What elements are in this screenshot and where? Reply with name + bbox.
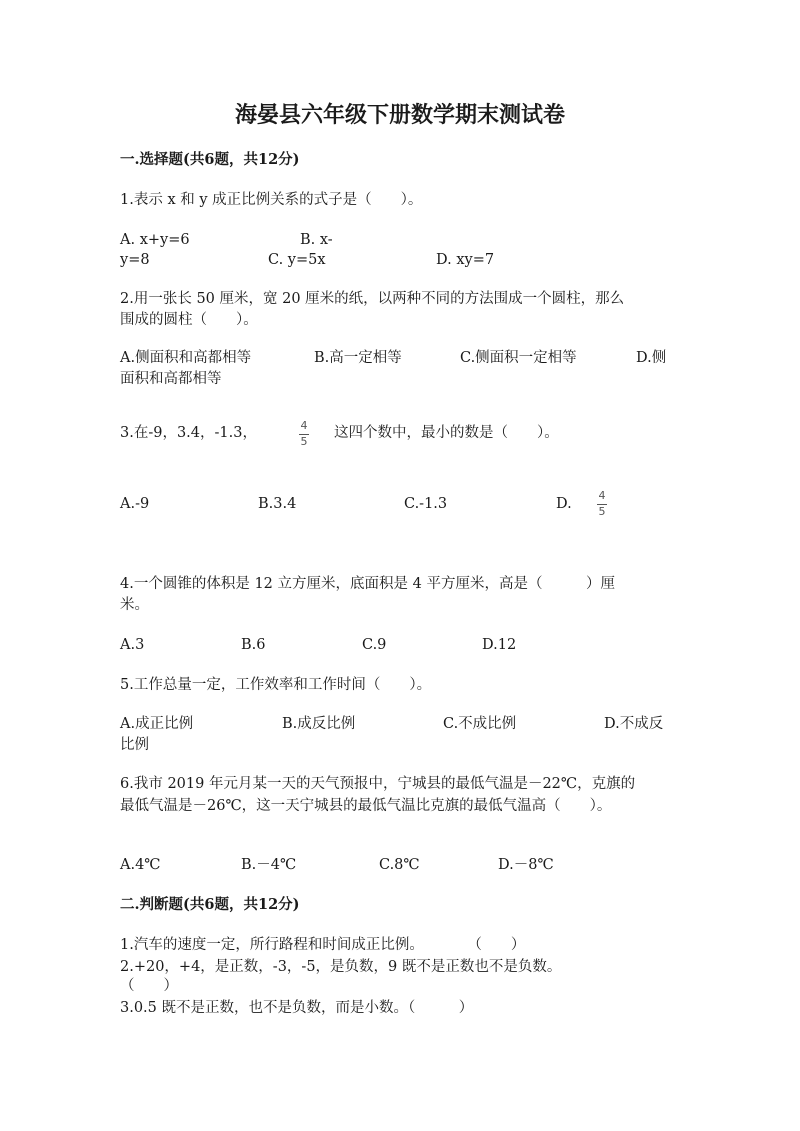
fraction-numerator: 4 [300, 419, 308, 432]
judgement-question-3: 3.0.5 既不是正数，也不是负数，而是小数。（ ） [120, 1000, 474, 1016]
question-3-stem-cont: 这四个数中，最小的数是（ ）。 [334, 425, 559, 441]
question-5-option-d-cont: 比例 [120, 737, 149, 753]
question-4-option-b: B.6 [241, 637, 266, 653]
question-2-option-b: B.高一定相等 [314, 350, 402, 366]
section-heading-choice: 一.选择题(共6题，共12分) [120, 151, 300, 168]
question-3-option-c: C.-1.3 [404, 496, 448, 512]
section-heading-true-false: 二.判断题(共6题，共12分) [120, 896, 300, 913]
question-1-option-c: C. y=5x [268, 252, 326, 268]
question-3-option-d: D. [556, 496, 572, 512]
question-3-option-d-fraction [597, 490, 607, 518]
question-5-option-d: D.不成反 [604, 716, 664, 732]
question-4-option-d: D.12 [482, 637, 517, 653]
question-6-stem: 6.我市 2019 年元月某一天的天气预报中，宁城县的最低气温是－22℃，克旗的 [120, 776, 636, 792]
judgement-question-1: 1.汽车的速度一定，所行路程和时间成正比例。 （ ） [120, 937, 526, 953]
question-4-option-a: A.3 [120, 637, 145, 653]
fraction-denominator: 5 [300, 435, 308, 448]
question-5-option-c: C.不成比例 [443, 716, 517, 732]
judgement-question-2-blank: （ ） [120, 978, 178, 994]
question-1-option-b: B. x- [300, 232, 333, 248]
question-3-stem: 3.在-9，3.4，-1.3， [120, 425, 257, 441]
question-4-stem-cont: 米。 [120, 597, 149, 613]
question-2-option-d: D.侧 [636, 350, 667, 366]
question-5-option-a: A.成正比例 [120, 716, 194, 732]
question-4-option-c: C.9 [362, 637, 387, 653]
question-4-stem: 4.一个圆锥的体积是 12 立方厘米，底面积是 4 平方厘米，高是（ ）厘 [120, 576, 615, 592]
question-1-option-b-cont: y=8 [120, 252, 150, 268]
question-3-option-b: B.3.4 [258, 496, 297, 512]
question-5-option-b: B.成反比例 [282, 716, 356, 732]
question-1-option-a: A. x+y=6 [120, 232, 190, 248]
question-2-option-d-cont: 面积和高都相等 [120, 371, 222, 387]
question-6-option-b: B.－4℃ [241, 857, 297, 873]
question-2-option-a: A.侧面积和高都相等 [120, 350, 252, 366]
question-1-stem: 1.表示 x 和 y 成正比例关系的式子是（ ）。 [120, 192, 423, 208]
page-title: 海晏县六年级下册数学期末测试卷 [234, 102, 565, 128]
question-6-option-a: A.4℃ [120, 857, 161, 873]
fraction-denominator: 5 [598, 505, 606, 518]
question-2-option-c: C.侧面积一定相等 [460, 350, 577, 366]
question-1-option-d: D. xy=7 [436, 252, 495, 268]
question-6-option-d: D.－8℃ [498, 857, 554, 873]
question-3-fraction [299, 420, 309, 448]
judgement-question-2: 2.+20，+4，是正数，-3，-5，是负数，9 既不是正数也不是负数。 [120, 959, 562, 975]
question-6-stem-cont: 最低气温是－26℃，这一天宁城县的最低气温比克旗的最低气温高（ ）。 [120, 798, 612, 814]
question-2-stem: 2.用一张长 50 厘米，宽 20 厘米的纸，以两种不同的方法围成一个圆柱，那么 [120, 291, 625, 307]
fraction-numerator: 4 [598, 489, 606, 502]
question-3-option-a: A.-9 [120, 496, 150, 512]
question-2-stem-cont: 围成的圆柱（ ）。 [120, 312, 258, 328]
question-5-stem: 5.工作总量一定，工作效率和工作时间（ ）。 [120, 677, 432, 693]
question-6-option-c: C.8℃ [379, 857, 420, 873]
